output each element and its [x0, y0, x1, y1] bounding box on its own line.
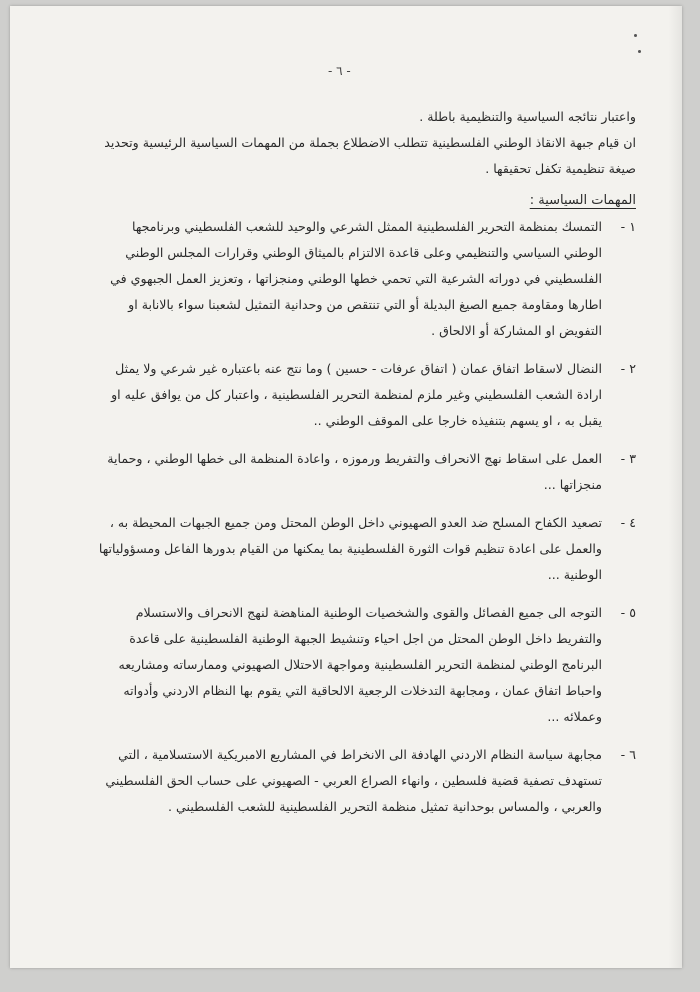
list-item — [94, 214, 636, 344]
list-item — [94, 510, 636, 588]
item-text: التمسك بمنظمة التحرير الفلسطينية الممثل الشرعي والوحيد للشعب الفلسطيني وبرنامجها الوطني السياسي والتنظيمي وعلى قاعدة الالتزام بالميثاق الوطني وقرارات المجلس الوطني الفلسطيني في دوراته الشرعية التي تحمي خطها الوطني ومنجزاتها ، وتعزيز العمل الجبهوي في اطارها ومقاومة جميع الصيغ البديلة أو التي تنتقص من وحدانية التمثيل لشعبنا سواء بالانابة او التفويض او المشاركة أو الالحاق . — [110, 219, 602, 338]
speck-mark — [638, 50, 641, 53]
intro-line-1: واعتبار نتائجه السياسية والتنظيمية باطلة . — [419, 109, 636, 124]
item-text: التوجه الى جميع الفصائل والقوى والشخصيات الوطنية المناهضة لنهج الانحراف والاستسلام والتفريط داخل الوطن المحتل من اجل احياء وتنشيط الجبهة الوطنية الفلسطينية على قاعدة البرنامج الوطني لمنظمة التحرير الفلسطينية ومواجهة الاحتلال الصهيوني وممارساته ومشاريعه واحباط اتفاق عمان ، ومجابهة التدخلات الرجعية الالحاقية التي يقوم بها النظام الاردني وأدواته وعملائه ... — [118, 605, 602, 724]
document-body — [94, 104, 636, 832]
item-number: ٥ - — [620, 605, 636, 620]
list-item — [94, 446, 636, 498]
page-number: - ٦ - — [328, 64, 351, 78]
item-number: ٣ - — [620, 451, 636, 466]
item-text: مجابهة سياسة النظام الاردني الهادفة الى الانخراط في المشاريع الامبريكية الاستسلامية ، التي تستهدف تصفية قضية فلسطين ، وانهاء الصراع العربي - الصهيوني على حساب الحق الفلسطيني والعربي ، والمساس بوحدانية تمثيل منظمة التحرير الفلسطينية للشعب الفلسطيني . — [105, 747, 602, 814]
item-text: تصعيد الكفاح المسلح ضد العدو الصهيوني داخل الوطن المحتل ومن جميع الجبهات المحيطة به ، والعمل على اعادة تنظيم قوات الثورة الفلسطينية بما يمكنها من القيام بدورها الفاعل ومسؤولياتها الوطنية ... — [98, 515, 602, 582]
section-heading: المهمات السياسية : — [529, 193, 636, 208]
item-number: ١ - — [620, 219, 636, 234]
item-text: العمل على اسقاط نهج الانحراف والتفريط ورموزه ، واعادة المنظمة الى خطها الوطني ، وحماية منجزاتها ... — [107, 451, 602, 492]
item-number: ٤ - — [620, 515, 636, 530]
item-text: النضال لاسقاط اتفاق عمان ( اتفاق عرفات - حسين ) وما نتج عنه باعتباره غير شرعي ولا يمثل ارادة الشعب الفلسطيني وغير ملزم لمنظمة التحرير الفلسطينية ، واعتبار كل من يوافق عليه او يقبل به ، او يسهم بتنفيذه خارجا على الموقف الوطني .. — [111, 361, 602, 428]
list-item — [94, 600, 636, 730]
page-edge-shadow — [668, 6, 682, 968]
intro-paragraph: ان قيام جبهة الانقاذ الوطني الفلسطينية تتطلب الاضطلاع بجملة من المهمات السياسية الرئيسية وتحديد صيغة تنظيمية تكفل تحقيقها . — [104, 135, 636, 176]
list-item — [94, 742, 636, 820]
item-number: ٢ - — [620, 361, 636, 376]
item-number: ٦ - — [620, 747, 636, 762]
list-item — [94, 356, 636, 434]
document-page — [10, 6, 682, 968]
speck-mark — [634, 34, 637, 37]
